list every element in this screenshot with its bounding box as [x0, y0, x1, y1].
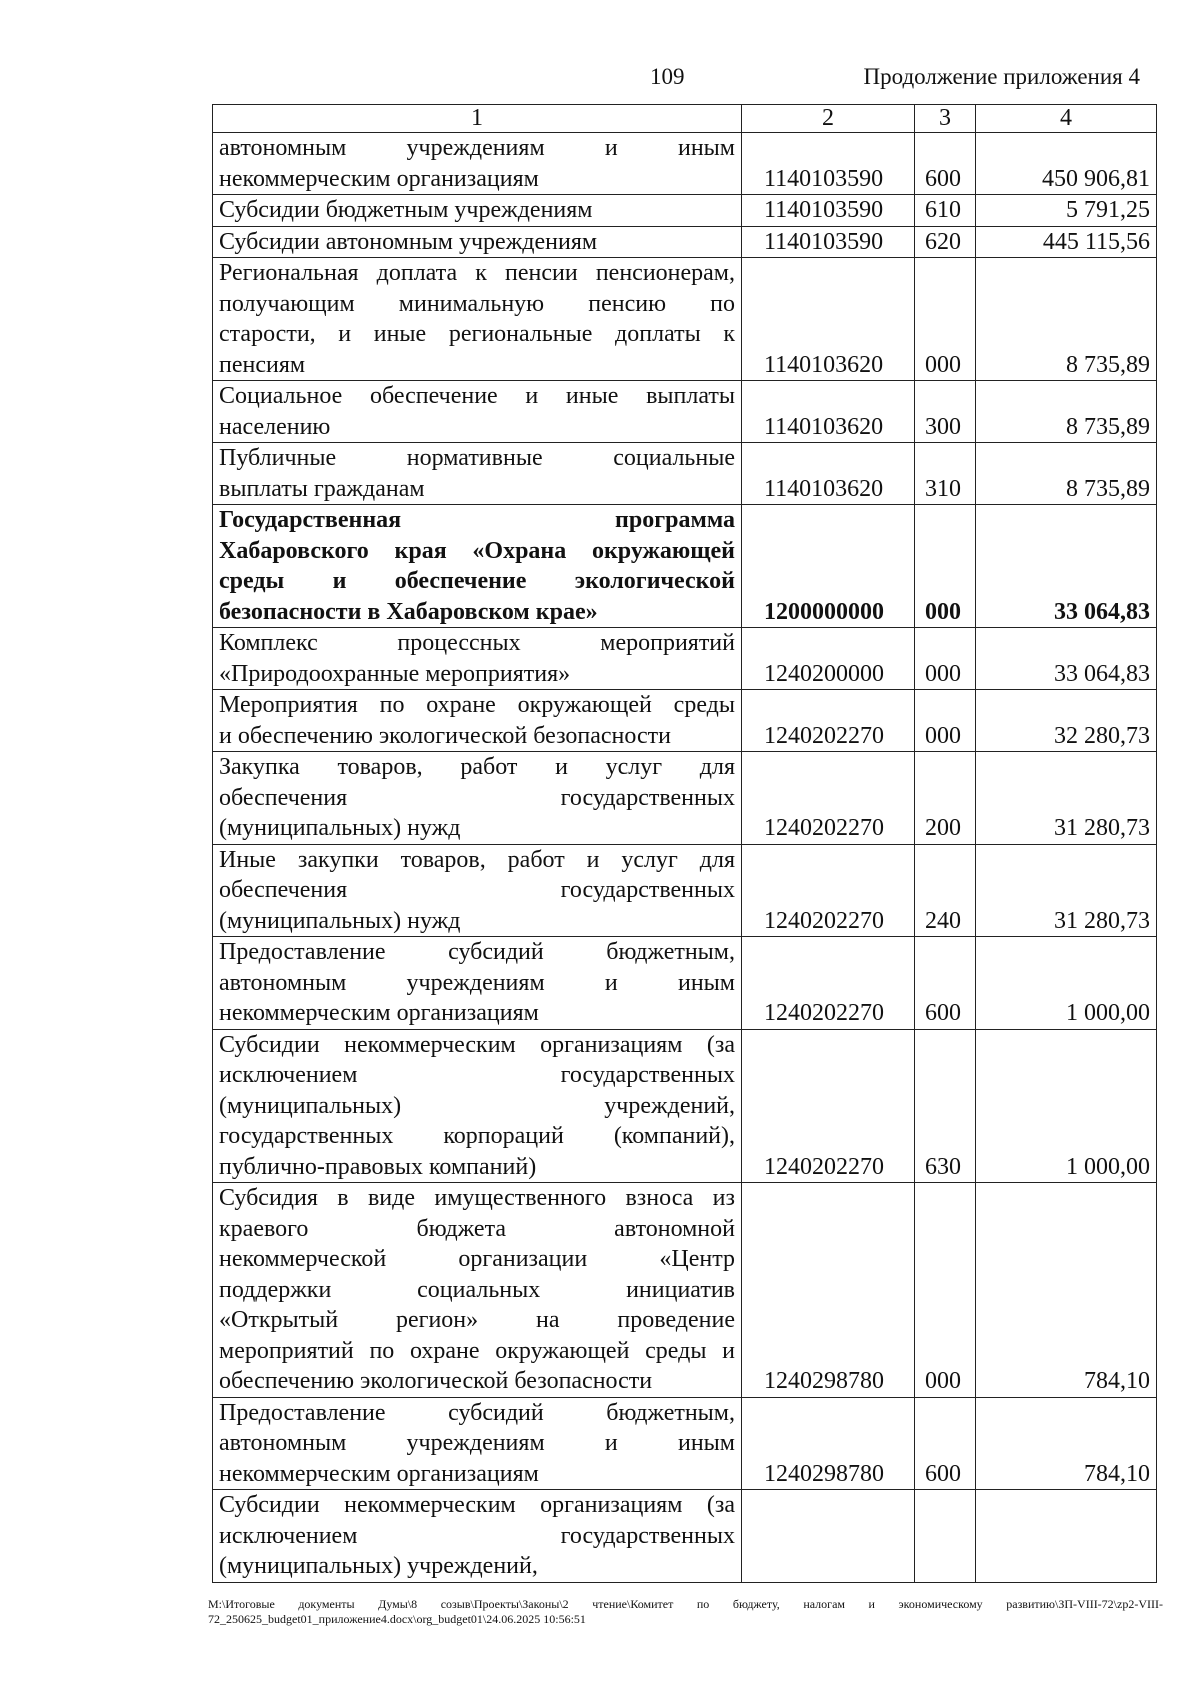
- file-path-footer: M:\Итоговые документы Думы\8 созыв\Проекты\Законы\2 чтение\Комитет по бюджету, налогам и экономическому развитию\ЗП-VIII-72\zp2-VIII-72_250625_budget01_приложение4.docx\org_budget01\24.06.2025 10:56:51: [208, 1597, 1163, 1626]
- target-article-code-cell: 1140103620: [742, 258, 915, 381]
- expense-name-line: публично-правовых компаний): [219, 1153, 537, 1180]
- expense-name-line: Субсидии некоммерческим организациям (за: [219, 1492, 735, 1518]
- expense-name-line: некоммерческим организациям: [219, 1460, 539, 1487]
- expense-name-cell: [213, 628, 742, 690]
- target-article-code-cell: 1240298780: [742, 1183, 915, 1398]
- amount-cell: [976, 1490, 1157, 1583]
- amount-cell: 1 000,00: [976, 1029, 1157, 1183]
- amount-cell: 31 280,73: [976, 752, 1157, 845]
- column-header-3: 3: [915, 105, 976, 133]
- expense-type-code-cell: 000: [915, 628, 976, 690]
- expense-name-line: «Природоохранные мероприятия»: [219, 660, 571, 687]
- expense-name-line: исключением государственных: [219, 1522, 735, 1549]
- expense-name-line: некоммерческим организациям: [219, 1000, 539, 1026]
- expense-name-cell: [213, 258, 742, 381]
- expense-name-line: «Открытый регион» на проведение: [219, 1307, 735, 1333]
- amount-cell: 33 064,83: [976, 628, 1157, 690]
- target-article-code-cell: 1240202270: [742, 937, 915, 1030]
- expense-type-code-cell: 600: [915, 1397, 976, 1490]
- expense-name-cell: [213, 443, 742, 505]
- target-article-code-cell: 1140103620: [742, 381, 915, 443]
- expense-type-code-cell: 000: [915, 1183, 976, 1398]
- amount-cell: 784,10: [976, 1183, 1157, 1398]
- expense-type-code-cell: 300: [915, 381, 976, 443]
- expense-name-line: некоммерческим организациям: [219, 165, 539, 192]
- expense-name-line: Региональная доплата к пенсии пенсионерам,: [219, 260, 735, 286]
- expense-name-line: Мероприятия по охране окружающей среды: [219, 692, 735, 718]
- expense-name-line: (муниципальных) учреждений,: [219, 1553, 538, 1579]
- expense-type-code-cell: 200: [915, 752, 976, 845]
- expense-name-line: населению: [219, 413, 331, 440]
- expense-name-line: Закупка товаров, работ и услуг для: [219, 754, 735, 780]
- amount-cell: 784,10: [976, 1397, 1157, 1490]
- expense-name-line: среды и обеспечение экологической: [219, 568, 735, 594]
- budget-table: [212, 104, 1157, 1583]
- expense-type-code-cell: 610: [915, 195, 976, 227]
- target-article-code-cell: 1240202270: [742, 844, 915, 937]
- expense-type-code-cell: 000: [915, 505, 976, 628]
- expense-name-cell: [213, 505, 742, 628]
- expense-name-line: автономным учреждениям и иным: [219, 969, 735, 996]
- expense-name-line: обеспечения государственных: [219, 877, 735, 903]
- amount-cell: 31 280,73: [976, 844, 1157, 937]
- expense-name-line: Предоставление субсидий бюджетным,: [219, 939, 735, 965]
- amount-cell: 8 735,89: [976, 381, 1157, 443]
- amount-cell: 1 000,00: [976, 937, 1157, 1030]
- page-number: 109: [650, 64, 685, 89]
- expense-name-line: Иные закупки товаров, работ и услуг для: [219, 846, 735, 873]
- expense-name-line: Публичные нормативные социальные: [219, 445, 735, 471]
- amount-cell: 5 791,25: [976, 195, 1157, 227]
- target-article-code-cell: 1240202270: [742, 690, 915, 752]
- expense-name-line: получающим минимальную пенсию по: [219, 290, 735, 317]
- table-row: [213, 1490, 1157, 1583]
- expense-name-line: (муниципальных) учреждений,: [219, 1092, 735, 1119]
- expense-name-cell: [213, 937, 742, 1030]
- expense-name-line: Субсидия в виде имущественного взноса из: [219, 1185, 735, 1211]
- expense-type-code-cell: 620: [915, 226, 976, 258]
- amount-cell: 8 735,89: [976, 443, 1157, 505]
- page-header: [0, 64, 1200, 98]
- table-row: [213, 844, 1157, 937]
- expense-name-line: автономным учреждениям и иным: [219, 135, 735, 161]
- expense-name-line: краевого бюджета автономной: [219, 1215, 735, 1242]
- expense-name-line: Субсидии некоммерческим организациям (за: [219, 1031, 735, 1058]
- table-row: [213, 628, 1157, 690]
- expense-name-cell: [213, 844, 742, 937]
- table-row: [213, 195, 1157, 227]
- target-article-code-cell: 1240202270: [742, 1029, 915, 1183]
- expense-name-line: Субсидии автономным учреждениям: [219, 228, 598, 255]
- amount-cell: 450 906,81: [976, 133, 1157, 195]
- expense-name-line: (муниципальных) нужд: [219, 815, 461, 841]
- expense-name-line: государственных корпораций (компаний),: [219, 1123, 735, 1149]
- expense-type-code-cell: [915, 1490, 976, 1583]
- expense-name-cell: [213, 1183, 742, 1398]
- expense-type-code-cell: 600: [915, 937, 976, 1030]
- target-article-code-cell: 1140103590: [742, 226, 915, 258]
- expense-name-line: Предоставление субсидий бюджетным,: [219, 1399, 735, 1426]
- expense-type-code-cell: 000: [915, 690, 976, 752]
- expense-name-line: обеспечению экологической безопасности: [219, 1368, 653, 1394]
- budget-table-body: [213, 105, 1157, 1583]
- expense-name-cell: [213, 752, 742, 845]
- amount-cell: 445 115,56: [976, 226, 1157, 258]
- table-row: [213, 505, 1157, 628]
- table-row: [213, 937, 1157, 1030]
- amount-cell: 8 735,89: [976, 258, 1157, 381]
- expense-name-cell: [213, 1397, 742, 1490]
- expense-name-line: Государственная программа: [219, 507, 735, 533]
- expense-type-code-cell: 630: [915, 1029, 976, 1183]
- expense-name-cell: [213, 690, 742, 752]
- expense-name-cell: [213, 381, 742, 443]
- expense-type-code-cell: 600: [915, 133, 976, 195]
- target-article-code-cell: 1140103620: [742, 443, 915, 505]
- expense-name-line: выплаты гражданам: [219, 475, 425, 502]
- column-header-1: 1: [213, 105, 742, 133]
- column-header-2: 2: [742, 105, 915, 133]
- target-article-code-cell: 1200000000: [742, 505, 915, 628]
- expense-name-line: безопасности в Хабаровском крае»: [219, 598, 598, 625]
- expense-name-line: Субсидии бюджетным учреждениям: [219, 197, 593, 223]
- target-article-code-cell: 1240202270: [742, 752, 915, 845]
- target-article-code-cell: 1240200000: [742, 628, 915, 690]
- table-row: [213, 1397, 1157, 1490]
- expense-name-line: (муниципальных) нужд: [219, 907, 461, 934]
- expense-name-line: Хабаровского края «Охрана окружающей: [219, 537, 735, 564]
- expense-type-code-cell: 000: [915, 258, 976, 381]
- expense-name-cell: [213, 226, 742, 258]
- expense-name-line: Социальное обеспечение и иные выплаты: [219, 383, 735, 409]
- expense-name-line: мероприятий по охране окружающей среды и: [219, 1337, 735, 1364]
- expense-name-line: поддержки социальных инициатив: [219, 1276, 735, 1303]
- expense-name-cell: [213, 195, 742, 227]
- table-row: [213, 690, 1157, 752]
- table-row: [213, 381, 1157, 443]
- table-row: [213, 258, 1157, 381]
- expense-type-code-cell: 310: [915, 443, 976, 505]
- target-article-code-cell: [742, 1490, 915, 1583]
- expense-name-cell: [213, 133, 742, 195]
- appendix-continuation-label: Продолжение приложения 4: [863, 64, 1140, 89]
- expense-name-cell: [213, 1490, 742, 1583]
- expense-type-code-cell: 240: [915, 844, 976, 937]
- table-row: [213, 1183, 1157, 1398]
- expense-name-line: автономным учреждениям и иным: [219, 1430, 735, 1456]
- expense-name-line: пенсиям: [219, 351, 306, 378]
- target-article-code-cell: 1140103590: [742, 133, 915, 195]
- target-article-code-cell: 1240298780: [742, 1397, 915, 1490]
- table-row: [213, 133, 1157, 195]
- expense-name-line: некоммерческой организации «Центр: [219, 1246, 735, 1272]
- expense-name-line: обеспечения государственных: [219, 784, 735, 811]
- amount-cell: 33 064,83: [976, 505, 1157, 628]
- table-row: [213, 1029, 1157, 1183]
- expense-name-cell: [213, 1029, 742, 1183]
- table-row: [213, 752, 1157, 845]
- target-article-code-cell: 1140103590: [742, 195, 915, 227]
- amount-cell: 32 280,73: [976, 690, 1157, 752]
- table-row: [213, 443, 1157, 505]
- expense-name-line: Комплекс процессных мероприятий: [219, 630, 735, 656]
- table-row: [213, 226, 1157, 258]
- expense-name-line: старости, и иные региональные доплаты к: [219, 321, 735, 347]
- column-header-row: [213, 105, 1157, 133]
- expense-name-line: исключением государственных: [219, 1062, 735, 1088]
- column-header-4: 4: [976, 105, 1157, 133]
- expense-name-line: и обеспечению экологической безопасности: [219, 722, 671, 749]
